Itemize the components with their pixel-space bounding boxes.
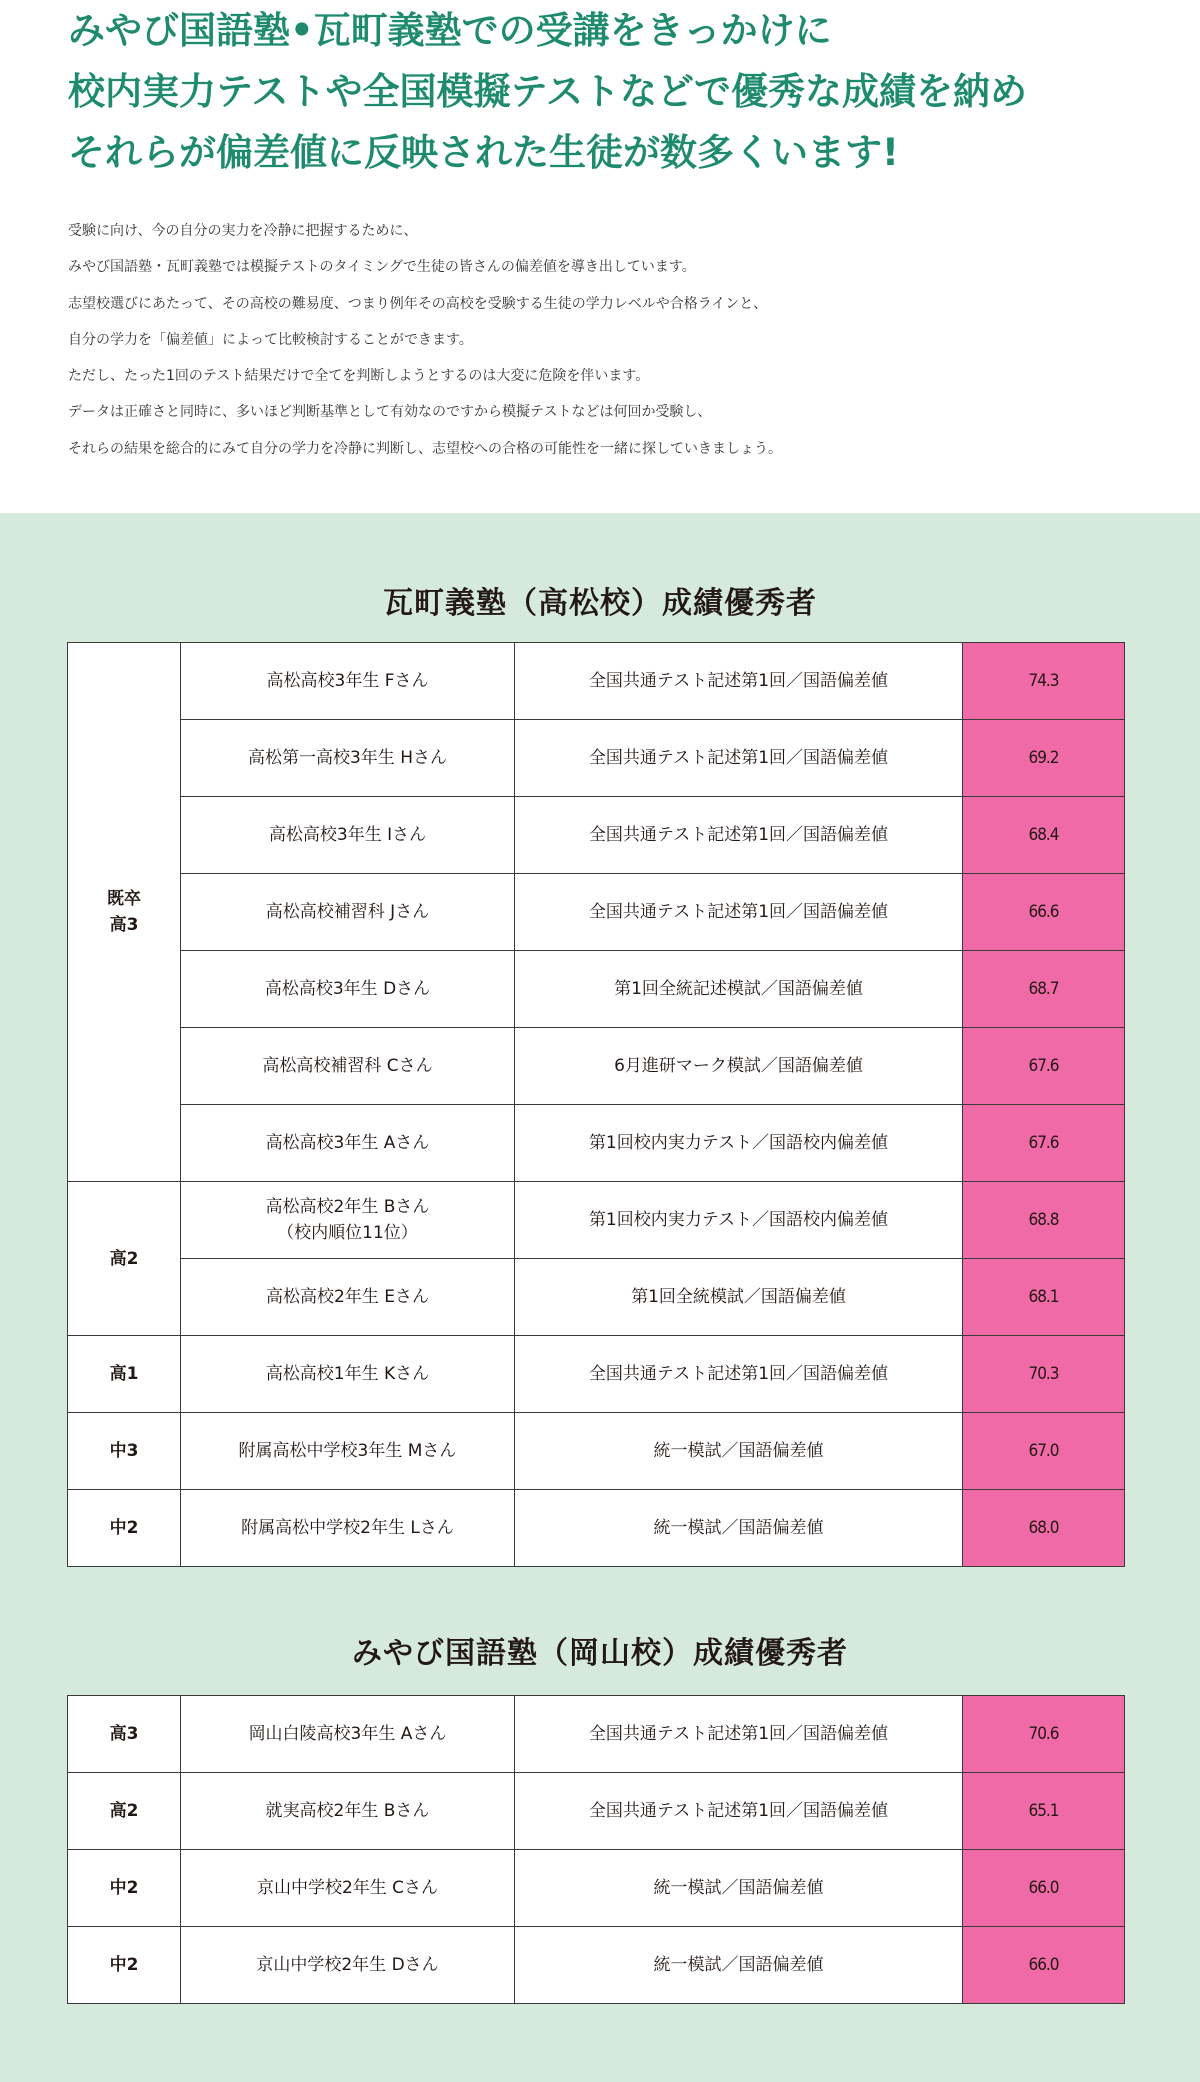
student-cell: 高松高校補習科 Cさん [181, 1028, 515, 1105]
student-cell: 高松高校3年生 Aさん [181, 1105, 515, 1182]
test-cell: 全国共通テスト記述第1回／国語偏差値 [515, 797, 963, 874]
score-cell: 74.3 [963, 643, 1125, 720]
test-cell: 統一模試／国語偏差値 [515, 1927, 963, 2004]
table-row [68, 720, 1125, 797]
test-cell: 統一模試／国語偏差値 [515, 1850, 963, 1927]
table-row [68, 874, 1125, 951]
test-cell: 全国共通テスト記述第1回／国語偏差値 [515, 720, 963, 797]
test-cell: 第1回校内実力テスト／国語校内偏差値 [515, 1182, 963, 1259]
grade-cell: 高2 [68, 1182, 181, 1336]
table-row [68, 1259, 1125, 1336]
student-cell: 高松高校3年生 Iさん [181, 797, 515, 874]
test-cell: 統一模試／国語偏差値 [515, 1490, 963, 1567]
headline-line: みやび国語塾•瓦町義塾での受講をきっかけに [68, 9, 832, 52]
grade-cell: 中2 [68, 1927, 181, 2004]
grade-label: 既卒 高3 [107, 889, 141, 935]
test-cell: 第1回校内実力テスト／国語校内偏差値 [515, 1105, 963, 1182]
score-cell: 68.1 [963, 1259, 1125, 1336]
score-cell: 70.3 [963, 1336, 1125, 1413]
table-row [68, 1850, 1125, 1927]
section-title-okayama: みやび国語塾（岡山校）成績優秀者 [352, 1636, 848, 1671]
table-row [68, 797, 1125, 874]
score-cell: 70.6 [963, 1696, 1125, 1773]
intro-line: 志望校選びにあたって、その高校の難易度、つまり例年その高校を受験する生徒の学力レベルや合格ラインと、 [68, 295, 768, 312]
table-row [68, 1028, 1125, 1105]
score-cell: 68.8 [963, 1182, 1125, 1259]
table-row [68, 1490, 1125, 1567]
intro-line: 受験に向け、今の自分の実力を冷静に把握するために、 [68, 223, 418, 239]
student-cell: 高松高校3年生 Fさん [181, 643, 515, 720]
score-cell: 68.4 [963, 797, 1125, 874]
table-row [68, 1773, 1125, 1850]
table-row [68, 1927, 1125, 2004]
headline-line: それらが偏差値に反映された生徒が数多くいます! [68, 131, 899, 174]
test-cell: 第1回全統模試／国語偏差値 [515, 1259, 963, 1336]
student-label: 高松高校2年生 Bさん （校内順位11位） [265, 1197, 430, 1243]
score-cell: 66.6 [963, 874, 1125, 951]
table-row [68, 951, 1125, 1028]
intro-line: ただし、たった1回のテスト結果だけで全てを判断しようとするのは大変に危険を伴います。 [68, 368, 650, 385]
score-cell: 66.0 [963, 1850, 1125, 1927]
student-cell: 京山中学校2年生 Cさん [181, 1850, 515, 1927]
table-row [68, 643, 1125, 720]
table-row [68, 1696, 1125, 1773]
table-row [68, 1105, 1125, 1182]
grade-cell: 中2 [68, 1490, 181, 1567]
score-cell: 68.0 [963, 1490, 1125, 1567]
table-row [68, 1413, 1125, 1490]
test-cell: 第1回全統記述模試／国語偏差値 [515, 951, 963, 1028]
student-cell [181, 1182, 515, 1259]
student-cell: 高松高校1年生 Kさん [181, 1336, 515, 1413]
student-cell: 高松高校3年生 Dさん [181, 951, 515, 1028]
test-cell: 統一模試／国語偏差値 [515, 1413, 963, 1490]
table-row [68, 1336, 1125, 1413]
student-cell: 高松第一高校3年生 Hさん [181, 720, 515, 797]
test-cell: 6月進研マーク模試／国語偏差値 [515, 1028, 963, 1105]
score-cell: 67.6 [963, 1105, 1125, 1182]
intro-text [68, 213, 1068, 467]
intro-line: みやび国語塾・瓦町義塾では模擬テストのタイミングで生徒の皆さんの偏差値を導き出しています。 [68, 259, 696, 276]
results-table-kawaramachi [67, 642, 1125, 1567]
grade-cell: 高1 [68, 1336, 181, 1413]
table-row [68, 1182, 1125, 1259]
test-cell: 全国共通テスト記述第1回／国語偏差値 [515, 1773, 963, 1850]
grade-cell: 高2 [68, 1773, 181, 1850]
student-cell: 附属高松中学校2年生 Lさん [181, 1490, 515, 1567]
student-cell: 高松高校補習科 Jさん [181, 874, 515, 951]
test-cell: 全国共通テスト記述第1回／国語偏差値 [515, 874, 963, 951]
student-cell: 岡山白陵高校3年生 Aさん [181, 1696, 515, 1773]
intro-line: それらの結果を総合的にみて自分の学力を冷静に判断し、志望校への合格の可能性を一緒に探していきましょう。 [68, 440, 782, 457]
intro-line: データは正確さと同時に、多いほど判断基準として有効なのですから模擬テストなどは何回か受験し、 [68, 404, 712, 421]
section-title-kawaramachi: 瓦町義塾（高松校）成績優秀者 [383, 586, 817, 621]
test-cell: 全国共通テスト記述第1回／国語偏差値 [515, 1696, 963, 1773]
grade-cell: 中2 [68, 1850, 181, 1927]
student-cell: 高松高校2年生 Eさん [181, 1259, 515, 1336]
grade-cell: 高3 [68, 1696, 181, 1773]
headline-line: 校内実力テストや全国模擬テストなどで優秀な成績を納め [68, 70, 1028, 113]
test-cell: 全国共通テスト記述第1回／国語偏差値 [515, 1336, 963, 1413]
headline [68, 0, 1168, 183]
test-cell: 全国共通テスト記述第1回／国語偏差値 [515, 643, 963, 720]
student-cell: 京山中学校2年生 Dさん [181, 1927, 515, 2004]
score-cell: 65.1 [963, 1773, 1125, 1850]
score-cell: 66.0 [963, 1927, 1125, 2004]
score-cell: 68.7 [963, 951, 1125, 1028]
score-cell: 67.6 [963, 1028, 1125, 1105]
score-cell: 69.2 [963, 720, 1125, 797]
results-table-okayama [67, 1695, 1125, 2004]
score-cell: 67.0 [963, 1413, 1125, 1490]
intro-line: 自分の学力を「偏差値」によって比較検討することができます。 [68, 331, 473, 348]
student-cell: 就実高校2年生 Bさん [181, 1773, 515, 1850]
grade-cell [68, 643, 181, 1182]
student-cell: 附属高松中学校3年生 Mさん [181, 1413, 515, 1490]
grade-cell: 中3 [68, 1413, 181, 1490]
